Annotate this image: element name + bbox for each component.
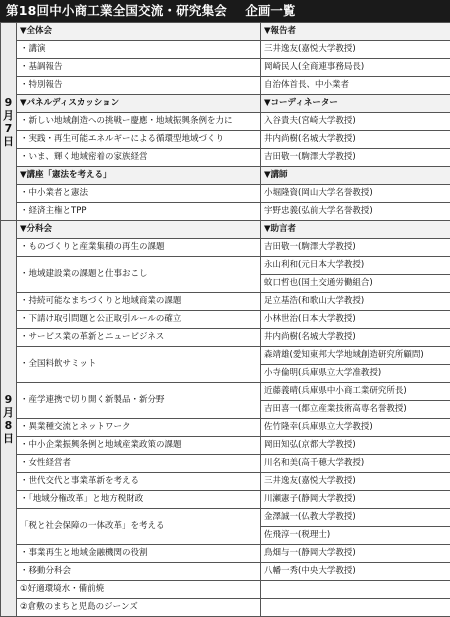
table-row bbox=[1, 113, 450, 131]
advisor-name: 八幡一秀(中央大学教授) bbox=[261, 563, 450, 581]
day1-date bbox=[1, 23, 17, 221]
workshop-title: ・サービス業の革新とニュービジネス bbox=[17, 329, 261, 347]
table-row bbox=[1, 437, 450, 455]
workshop-title: ・ものづくりと産業集積の再生の課題 bbox=[17, 239, 261, 257]
page-title bbox=[0, 0, 450, 22]
workshop-title: ・産学連携で切り開く新製品・新分野 bbox=[17, 383, 261, 419]
section-role-title: ▼助言者 bbox=[261, 221, 450, 239]
advisor-name: 吉田敬一(駒澤大学教授) bbox=[261, 239, 450, 257]
table-row bbox=[1, 59, 450, 77]
session-title: ・新しい地域創造への挑戦ー慶應・地域振興条例を力に bbox=[17, 113, 261, 131]
section-title: ▼分科会 bbox=[17, 221, 261, 239]
advisor-name: 佐飛淳一(税理士) bbox=[261, 527, 450, 545]
speaker-name: 小堀隆資(岡山大学名誉教授) bbox=[261, 185, 450, 203]
date-char: 日 bbox=[1, 135, 16, 148]
field-trip-item: ①好適環境水・備前焼 bbox=[17, 581, 261, 599]
table-row bbox=[1, 185, 450, 203]
section-header-row bbox=[1, 221, 450, 239]
advisor-name: 吉田喜一(都立産業技術高専名誉教授) bbox=[261, 401, 450, 419]
table-row bbox=[1, 509, 450, 527]
table-row bbox=[1, 149, 450, 167]
speaker-name: 自治体首長、中小業者 bbox=[261, 77, 450, 95]
table-row bbox=[1, 383, 450, 401]
workshop-title: ・持続可能なまちづくりと地域商業の課題 bbox=[17, 293, 261, 311]
advisor-name: 川名和美(高千穂大学教授) bbox=[261, 455, 450, 473]
speaker-name: 吉田敬一(駒澤大学教授) bbox=[261, 149, 450, 167]
session-title: ・講演 bbox=[17, 41, 261, 59]
speaker-name: 三井逸友(嘉悦大学教授) bbox=[261, 41, 450, 59]
workshop-title: ・世代交代と事業革新を考える bbox=[17, 473, 261, 491]
session-title: ・いま、輝く地域密着の家族経営 bbox=[17, 149, 261, 167]
speaker-name: 宇野忠義(弘前大学名誉教授) bbox=[261, 203, 450, 221]
table-row bbox=[1, 545, 450, 563]
section-header-row bbox=[1, 23, 450, 41]
table-row bbox=[1, 131, 450, 149]
workshop-title: ・下請け取引問題と公正取引ルールの確立 bbox=[17, 311, 261, 329]
workshop-title: ・「地域分権改革」と地方税財政 bbox=[17, 491, 261, 509]
advisor-name: 足立基浩(和歌山大学教授) bbox=[261, 293, 450, 311]
date-char: 月 bbox=[1, 406, 16, 419]
advisor-name: 三井逸友(嘉悦大学教授) bbox=[261, 473, 450, 491]
table-row bbox=[1, 563, 450, 581]
section-role-title: ▼講師 bbox=[261, 167, 450, 185]
table-row bbox=[1, 239, 450, 257]
advisor-name: 金澤誠一(仏教大学教授) bbox=[261, 509, 450, 527]
session-title: ・特別報告 bbox=[17, 77, 261, 95]
date-char: 月 bbox=[1, 109, 16, 122]
page-title-main: 第18回中小商工業全国交流・研究集会 bbox=[6, 3, 227, 18]
program-table bbox=[0, 22, 450, 617]
date-char: 8 bbox=[1, 419, 16, 432]
table-row bbox=[1, 329, 450, 347]
section-title: ▼講座「憲法を考える」 bbox=[17, 167, 261, 185]
section-header-row bbox=[1, 95, 450, 113]
table-row bbox=[1, 581, 450, 599]
advisor-name: 鳥畑与一(静岡大学教授) bbox=[261, 545, 450, 563]
advisor-name: 岡田知弘(京都大学教授) bbox=[261, 437, 450, 455]
date-char: 9 bbox=[1, 393, 16, 406]
section-title: ▼全体会 bbox=[17, 23, 261, 41]
workshop-title: ・移動分科会 bbox=[17, 563, 261, 581]
date-char: 9 bbox=[1, 96, 16, 109]
section-role-title: ▼報告者 bbox=[261, 23, 450, 41]
table-row bbox=[1, 203, 450, 221]
session-title: ・実践・再生可能エネルギーによる循環型地域づくり bbox=[17, 131, 261, 149]
page-title-sub: 企画一覧 bbox=[245, 3, 295, 18]
speaker-name: 岡崎民人(全商連事務局長) bbox=[261, 59, 450, 77]
advisor-name: 井内尚樹(名城大学教授) bbox=[261, 329, 450, 347]
advisor-name: 森靖雄(愛知東邦大学地域創造研究所顧問) bbox=[261, 347, 450, 365]
session-title: ・中小業者と憲法 bbox=[17, 185, 261, 203]
section-header-row bbox=[1, 167, 450, 185]
workshop-title: ・女性経営者 bbox=[17, 455, 261, 473]
empty-cell bbox=[261, 581, 450, 599]
table-row bbox=[1, 41, 450, 59]
table-row bbox=[1, 257, 450, 275]
advisor-name: 川瀬憲子(静岡大学教授) bbox=[261, 491, 450, 509]
advisor-name: 小林世治(日本大学教授) bbox=[261, 311, 450, 329]
advisor-name: 佐竹隆幸(兵庫県立大学教授) bbox=[261, 419, 450, 437]
table-row bbox=[1, 311, 450, 329]
speaker-name: 入谷貴夫(宮崎大学教授) bbox=[261, 113, 450, 131]
table-row bbox=[1, 419, 450, 437]
speaker-name: 井内尚樹(名城大学教授) bbox=[261, 131, 450, 149]
workshop-title: ・地域建設業の課題と仕事おこし bbox=[17, 257, 261, 293]
table-row bbox=[1, 491, 450, 509]
workshop-title: 「税と社会保障の一体改革」を考える bbox=[17, 509, 261, 545]
empty-cell bbox=[261, 599, 450, 617]
table-row bbox=[1, 347, 450, 365]
field-trip-item: ②倉敷のまちと児島のジーンズ bbox=[17, 599, 261, 617]
table-row bbox=[1, 293, 450, 311]
workshop-title: ・事業再生と地域金融機関の役割 bbox=[17, 545, 261, 563]
workshop-title: ・中小企業振興条例と地域産業政策の課題 bbox=[17, 437, 261, 455]
section-role-title: ▼コーディネーター bbox=[261, 95, 450, 113]
advisor-name: 近藤義晴(兵庫県中小商工業研究所長) bbox=[261, 383, 450, 401]
workshop-title: ・異業種交流とネットワーク bbox=[17, 419, 261, 437]
advisor-name: 蚊口哲也(国土交通労働組合) bbox=[261, 275, 450, 293]
day2-date bbox=[1, 221, 17, 617]
session-title: ・経済主権とTPP bbox=[17, 203, 261, 221]
table-row bbox=[1, 599, 450, 617]
date-char: 日 bbox=[1, 432, 16, 445]
workshop-title: ・全国料飲サミット bbox=[17, 347, 261, 383]
date-char: 7 bbox=[1, 122, 16, 135]
advisor-name: 永山利和(元日本大学教授) bbox=[261, 257, 450, 275]
section-title: ▼パネルディスカッション bbox=[17, 95, 261, 113]
advisor-name: 小寺倫明(兵庫県立大学准教授) bbox=[261, 365, 450, 383]
table-row bbox=[1, 455, 450, 473]
table-row bbox=[1, 77, 450, 95]
session-title: ・基調報告 bbox=[17, 59, 261, 77]
table-row bbox=[1, 473, 450, 491]
